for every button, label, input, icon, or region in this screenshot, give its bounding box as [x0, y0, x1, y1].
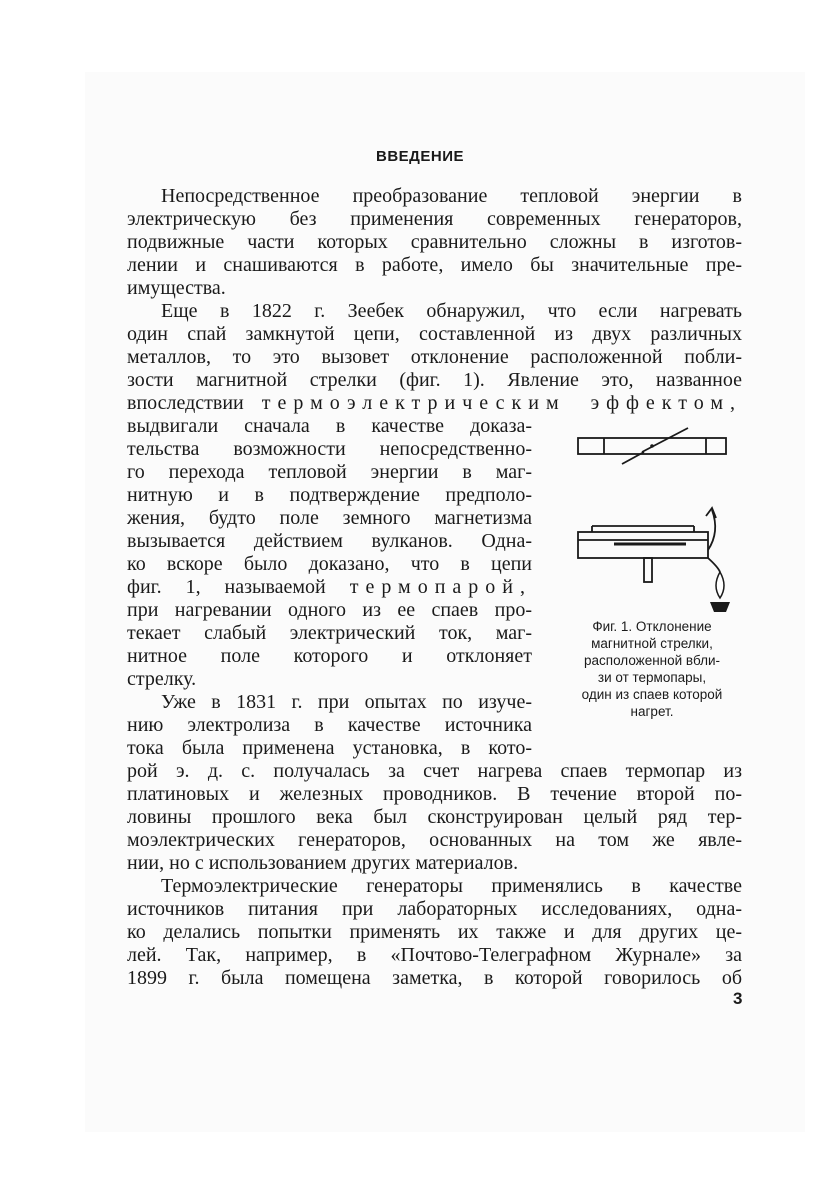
text-line: выдвигали сначала в качестве доказа- [127, 415, 532, 437]
stand [644, 558, 652, 582]
text-line [127, 391, 742, 415]
text-line: жения, будто поле земного магнетизма [127, 507, 532, 529]
text-line: рой э. д. с. получалась за счет нагрева спаев термопар из [127, 760, 742, 782]
text-line: электрическую без применения современных генераторов, [127, 208, 742, 230]
text-line: один спай замкнутой цепи, составленной из двух различных [127, 323, 742, 345]
text-line: 1899 г. была помещена заметка, в которой говорилось об [127, 967, 742, 989]
text-line: Термоэлектрические генераторы применялись в качестве [161, 875, 742, 897]
text-line: тельства возможности непосредственно- [127, 438, 532, 460]
page-number: 3 [733, 989, 743, 1008]
needle-pivot [650, 444, 654, 448]
text-line: лей. Так, например, в «Почтово-Телеграфном Журнале» за [127, 944, 742, 966]
caption-line: Фиг. 1. Отклонение [592, 619, 712, 634]
caption-line: расположенной вбли- [584, 653, 720, 668]
caption-line: магнитной стрелки, [591, 636, 713, 651]
text-line: стрелку. [127, 668, 197, 690]
text-line: лении и снашиваются в работе, имело бы значительные пре- [127, 254, 742, 276]
text-line: металлов, то это вызовет отклонение расположенной побли- [127, 346, 742, 368]
text-line: текает слабый электрический ток, маг- [127, 622, 532, 644]
text-line: имущества. [127, 277, 226, 299]
deflection-arrow [708, 510, 715, 550]
text-line: вызывается действием вулканов. Одна- [127, 530, 532, 552]
caption-line: зи от термопары, [597, 670, 707, 685]
text-line: подвижные части которых сравнительно сложны в изготов- [127, 231, 742, 253]
text-line: нии, но с использованием других материалов. [127, 852, 519, 874]
text-line: ко вскоре было доказано, что в цепи [127, 553, 532, 575]
text-line: Еще в 1822 г. Зеебек обнаружил, что если нагревать [161, 300, 742, 322]
text-line: нию электролиза в качестве источника [127, 714, 532, 736]
figure-caption [557, 618, 747, 720]
text-segment: впоследствии [127, 392, 244, 414]
text-line: ко делались попытки применять их также и для других це- [127, 921, 742, 943]
caption-line: один из спаев которой [581, 687, 723, 702]
flame-icon [710, 572, 730, 612]
text-segment: фиг. 1, называемой [127, 576, 326, 598]
figure-thermocouple-illustration [560, 422, 750, 618]
magnetic-needle [642, 428, 688, 452]
text-line: го перехода тепловой энергии в маг- [127, 461, 532, 483]
page-title: ВВЕДЕНИЕ [376, 148, 464, 165]
text-line: ловины прошлого века был сконструирован целый ряд тер- [127, 806, 742, 828]
spaced-term: термоэлектрическим эффектом, [261, 392, 742, 414]
text-line: зости магнитной стрелки (фиг. 1). Явление это, названное [127, 369, 742, 391]
text-line: нитную и в подтверждение предполо- [127, 484, 532, 506]
caption-line: нагрет. [630, 704, 674, 719]
side-view-diagram [578, 508, 720, 582]
text-line: тока была применена установка, в кото- [127, 737, 532, 759]
text-line: Непосредственное преобразование тепловой энергии в [161, 185, 742, 207]
text-line: Уже в 1831 г. при опытах по изуче- [161, 691, 532, 713]
text-line: источников питания при лабораторных исследованиях, одна- [127, 898, 742, 920]
text-line: нитное поле которого и отклоняет [127, 645, 532, 667]
text-line [127, 575, 532, 599]
spaced-term: термопарой, [349, 576, 532, 598]
text-line: при нагревании одного из ее спаев про- [127, 599, 532, 621]
text-line: платиновых и железных проводников. В течение второй по- [127, 783, 742, 805]
text-line: моэлектрических генераторов, основанных на том же явле- [127, 829, 742, 851]
